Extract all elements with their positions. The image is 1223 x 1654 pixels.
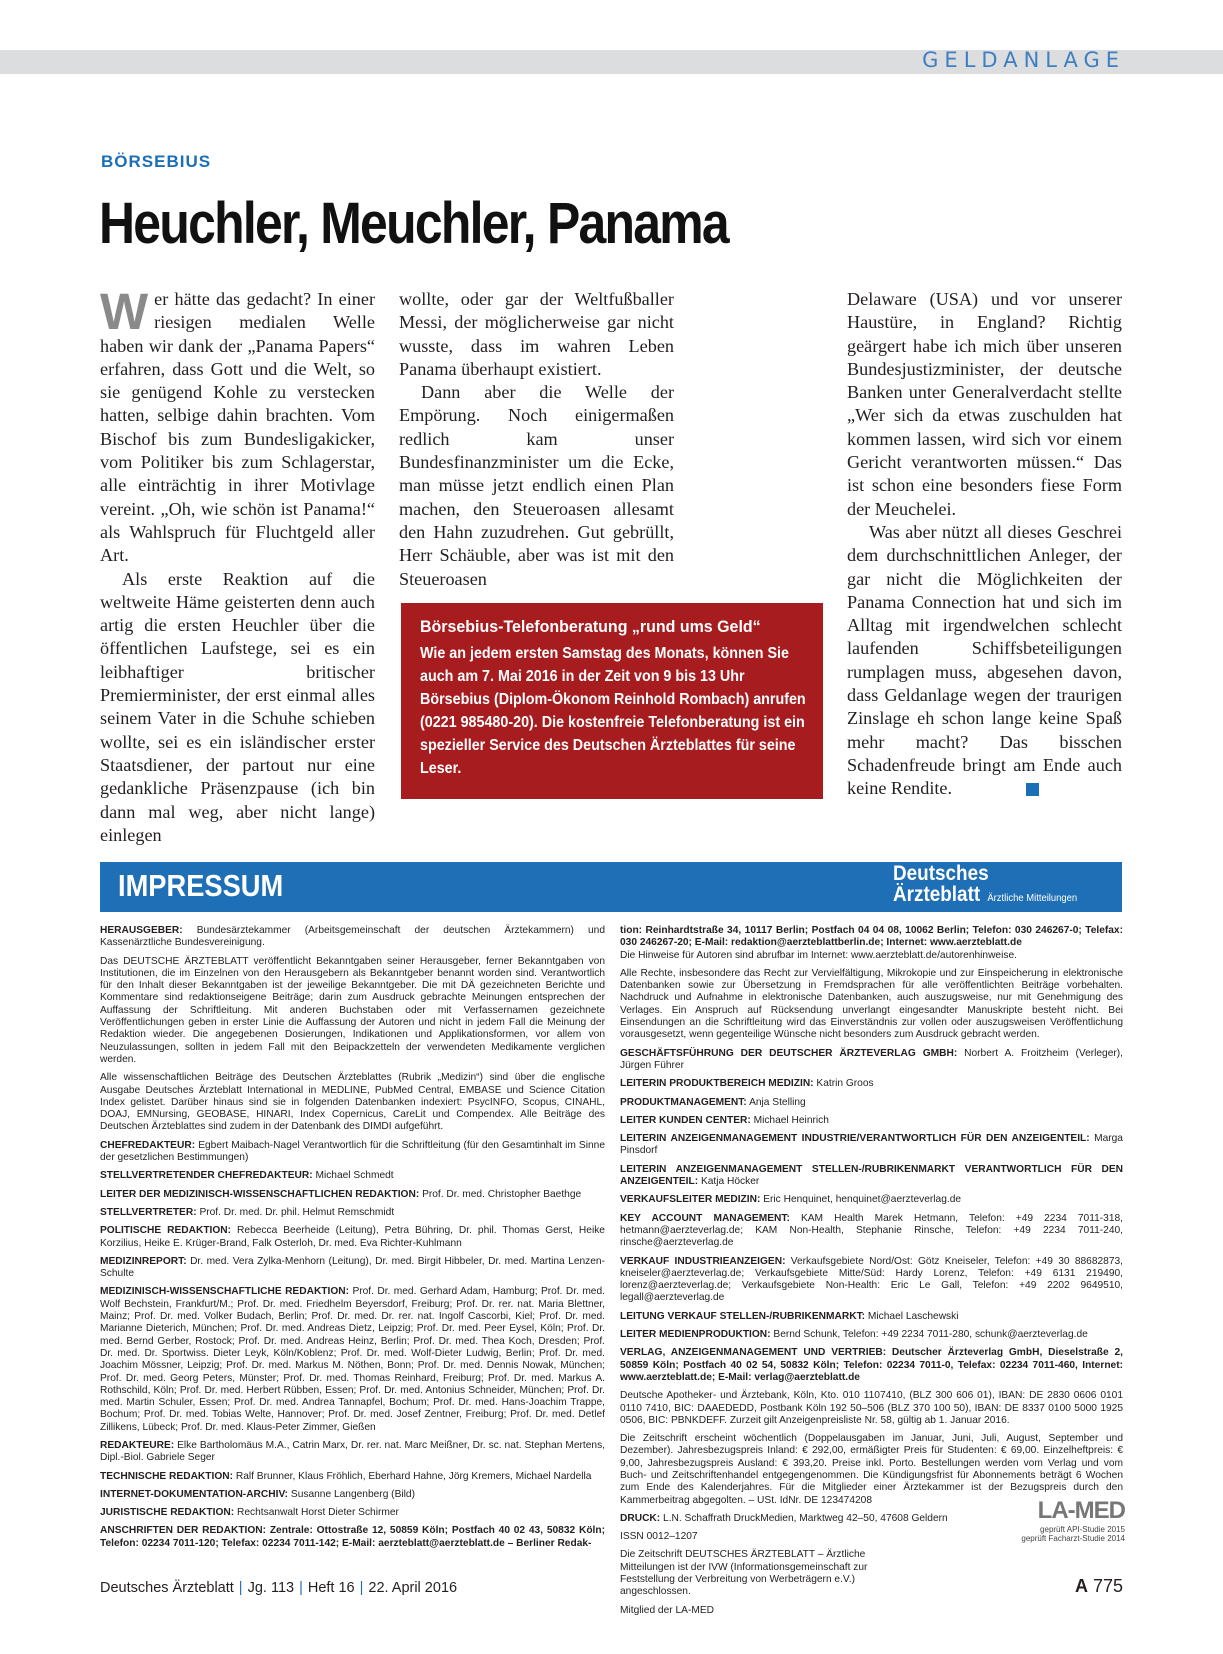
entry-label: MEDIZINREPORT: — [100, 1255, 187, 1267]
impressum-header — [100, 862, 1122, 912]
impressum-entry — [620, 1347, 1123, 1384]
entry-text: Ralf Brunner, Klaus Fröhlich, Eberhard Hahne, Jörg Kremers, Michael Nardella — [235, 1470, 592, 1482]
end-mark-icon — [1026, 783, 1039, 796]
impressum-entry — [100, 1256, 605, 1281]
entry-text: Egbert Maibach-Nagel Verantwortlich für die Schriftleitung (für den Gesamtinhalt im Sinne der gesetzlichen Bestimmungen) — [100, 1139, 605, 1164]
entry-text: Verkaufsgebiete Nord/Ost: Götz Kneiseler, Telefon: +49 30 88682873, kneiseler@aerzteverlag.de; Verkaufsgebiete Mitte/Süd: Hardy Lorenz, Telefon: +49 6131 219490, lorenz@aerzteverlag.de; Verkaufsgebiete Non-Health: Eric Le Gall, Telefon: +49 2202 9649510, legall@aerzteverlag.de — [620, 1255, 1123, 1304]
impressum-entry — [620, 1097, 1123, 1109]
impressum-entry — [620, 1329, 1123, 1341]
entry-text: Michael Heinrich — [753, 1114, 829, 1126]
issn: ISSN 0012–1207 — [620, 1531, 698, 1543]
entry-text: Katrin Groos — [816, 1078, 874, 1090]
entry-label: CHEFREDAKTEUR: — [100, 1139, 196, 1151]
entry-label: VERKAUF INDUSTRIEANZEIGEN: — [620, 1255, 786, 1267]
impressum-entry — [100, 1170, 605, 1182]
entry-text: Rebecca Beerheide (Leitung), Petra Bühring, Dr. phil. Thomas Gerst, Heike Korzilius, Heike E. Krüger-Brand, Falk Osterloh, Dr. med. Eva Richter-Kuhlmann — [100, 1225, 605, 1249]
entry-text: L.N. Schaffrath DruckMedien, Marktweg 42–50, 47608 Geldern — [663, 1512, 948, 1524]
entry-label: VERKAUFSLEITER MEDIZIN: — [620, 1194, 761, 1206]
entry-label: HERAUSGEBER: — [100, 925, 183, 936]
article-column-3 — [847, 288, 1122, 801]
entry-text: Katja Höcker — [700, 1176, 760, 1188]
entry-text: KAM Health Marek Hetmann, Telefon: +49 2234 7011-318, hetmann@aerzteverlag.de; KAM Non-Health, Stephanie Rinsche, Telefon: +49 2234 7011-240, rinsche@aerzteverlag.de — [620, 1212, 1123, 1249]
impressum-entry — [620, 1115, 1123, 1127]
entry-label: tion: Reinhardtstraße 34, 10117 Berlin; Postfach 04 04 08, 10062 Berlin; Telefon: 030 246267-0; Telefax: 030 246267-20; E-Mail: redaktion@aerzteblattberlin.de; Internet: www.aerzteblatt.de — [620, 925, 1123, 949]
entry-text: Michael Schmedt — [315, 1170, 394, 1182]
entry-label: LEITERIN ANZEIGENMANAGEMENT STELLEN-/RUBRIKENMARKT VERANTWORTLICH FÜR DEN ANZEIGENTEIL: — [620, 1163, 1123, 1188]
impressum-entry — [100, 925, 605, 950]
impressum-entry — [620, 1213, 1123, 1250]
footer-date: 22. April 2016 — [368, 1580, 458, 1596]
impressum-entry — [100, 1471, 605, 1483]
lamed-line-1: geprüft API-Studie 2015 — [1040, 1525, 1125, 1534]
entry-text: Bernd Schunk, Telefon: +49 2234 7011-280, schunk@aerzteverlag.de — [773, 1329, 1088, 1341]
entry-label: LEITERIN PRODUKTBEREICH MEDIZIN: — [620, 1078, 814, 1090]
entry-label: PRODUKTMANAGEMENT: — [620, 1096, 747, 1108]
impressum-entry — [620, 1078, 1123, 1090]
article-paragraph: Als erste Reaktion auf die weltweite Häme geisterten denn auch artig die ersten Heuchler über die öffentlichen Laufstege, sei es ein leibhaftiger britischer Premierminister, der erst einmal alles seinem Vater in die Schuhe schieben wollte, sei es ein isländischer erster Staatsdiener, der partout nur eine gedankliche Präsenzpause (ich bin dann mal weg, aber nicht lange) einlegen — [100, 568, 375, 845]
entry-text: Prof. Dr. med. Gerhard Adam, Hamburg; Prof. Dr. med. Wolf Bechstein, Frankfurt/M.; Prof. Dr. med. Friedhelm Beyersdorf, Freiburg; Prof. Dr. rer. nat. Maria Blettner, Mainz; Prof. Dr. med. Volker Budach, Berlin; Prof. Dr. med. Dr. rer. nat. Ingolf Cascorbi, Kiel; Prof. Dr. med. Marianne Dieterich, München; Prof. Dr. med. Andreas Dietz, Leipzig; Prof. Dr. med. Peer Eysel, Köln; Prof. Dr. med. Bernd Gerber, Rostock; Prof. Dr. med. Andreas Heinz, Berlin; Prof. Dr. med. Thea Koch, Dresden; Prof. Dr. med. Dr. Sportwiss. Dieter Leyk, Köln/Koblenz; Prof. Dr. med. Wolf-Dieter Ludwig, Berlin; Prof. Dr. med. Joachim Mössner, Leipzig; Prof. Dr. med. Markus M. Nöthen, Bonn; Prof. Dr. med. Dennis Nowak, München; Prof. Dr. med. Georg Peters, Münster; Prof. Dr. med. Thomas Reinhard, Freiburg; Prof. Dr. med. Markus A. Rothschild, Köln; Prof. Dr. med. Herbert Rübben, Essen; Prof. Dr. med. Antonius Schneider, München; Prof. Dr. med. Martin Schuler, Essen; Prof. Dr. med. Andrea Tannapfel, Bochum; Prof. Dr. med. Hans-Joachim Trappe, Bochum; Prof. Dr. med. Tobias Welte, Hannover; Prof. Dr. med. Josef Zentner, Freiburg; Prof. Dr. med. Detlef Zillikens, Lübeck; Prof. Dr. med. Klaus-Peter Zimmer, Gießen — [100, 1286, 605, 1433]
paragraph-text: Was aber nützt all dieses Geschrei dem durchschnittlichen Anleger, der gar nicht die Möglichkeiten der Panama Connection hat und sich im Alltag mit irgendwelchen schlecht laufenden Schiffsbeteiligungen rumplagen muss, abgesehen davon, dass Geldanlage wegen der traurigen Zinslage eh schon lange keine Spaß mehr macht? Das bisschen Schadenfreude bringt am Ende auch keine Rendite. — [847, 521, 1122, 799]
entry-label: KEY ACCOUNT MANAGEMENT: — [620, 1212, 790, 1224]
entry-label: TECHNISCHE REDAKTION: — [100, 1470, 234, 1482]
entry-label: STELLVERTRETENDER CHEFREDAKTEUR: — [100, 1170, 313, 1182]
impressum-entry — [620, 1311, 1123, 1323]
impressum-entry — [620, 1433, 1123, 1507]
entry-text: Prof. Dr. med. Christopher Baethge — [422, 1188, 582, 1200]
impressum-entry — [100, 1440, 605, 1465]
impressum-entry — [100, 1225, 605, 1250]
lamed-member: Mitglied der LA-MED — [620, 1604, 714, 1616]
impressum-entry — [620, 1048, 1123, 1073]
page-footer — [100, 1580, 457, 1596]
lamed-line-2: geprüft Facharzt-Studie 2014 — [1021, 1534, 1125, 1543]
footer-separator: | — [299, 1580, 303, 1596]
entry-text: Die Zeitschrift erscheint wöchentlich (Doppelausgaben im Januar, Juni, Juli, August, September und Dezember). Jahresbezugspreis Inland: € 292,00, ermäßigter Preis für Studenten: € 69,00. Einzelheftpreis: € 9,00, Jahresbezugspreis Ausland: € 393,20. Preise inkl. Porto. Bestellungen werden vom Verlag und vom Buch- und Zeitschriftenhandel entgegengenommen. Die Kündigungsfrist für Abonnements beträgt 6 Wochen zum Ende des Kalenderjahres. Für die Mitglieder einer Ärztekammer ist der Bezugspreis durch den Kammerbeitrag abgegolten. – USt. IdNr. DE 123474208 — [620, 1433, 1123, 1506]
entry-text: Norbert A. Froitzheim (Verleger), Jürgen Führer — [620, 1047, 1124, 1071]
footer-separator: | — [238, 1580, 243, 1596]
impressum-entry — [100, 1286, 605, 1434]
impressum-entry — [620, 925, 1123, 962]
entry-text: Susanne Langenberg (Bild) — [290, 1488, 415, 1500]
entry-text: Das DEUTSCHE ÄRZTEBLATT veröffentlicht Bekanntgaben seiner Herausgeber, ferner Bekanntgaben von Institutionen, die im Einzelnen von den Herausgebern als Bekanntgeber benannt worden sind. Verantwortlich für den Inhalt dieser Bekanntgaben ist der jeweilige Bekanntgeber. Die mit DÄ gezeichneten Berichte und Kommentare sind redaktionseigene Beiträge; darin zum Ausdruck gebrachte Meinungen entsprechen der Auffassung der Schriftleitung. Mit anderen Buchstaben oder mit Verfassernamen gezeichnete Veröffentlichungen geben in erster Linie die Auffassung der Autoren und nicht in jedem Fall die Meinung der Redaktion wieder. Die angegebenen Dosierungen, Indikationen und Applikationsformen, vor allem von Neuzulassungen, sollten in jedem Fall mit den Beipackzetteln der verwendeten Medikamente verglichen werden. — [100, 955, 605, 1065]
impressum-entry — [620, 1256, 1123, 1305]
entry-text: Anja Stelling — [749, 1096, 806, 1108]
logo-line-1: Deutsches — [893, 862, 989, 885]
journal-logo — [893, 864, 1098, 909]
footer-issue: Heft 16 — [307, 1580, 355, 1596]
section-label: GELDANLAGE — [922, 48, 1125, 72]
page-prefix: A — [1074, 1576, 1088, 1596]
logo-line-2 — [893, 884, 1077, 909]
entry-text: Bundesärztekammer (Arbeitsgemeinschaft der deutschen Ärztekammern) und Kassenärztliche Bundesvereinigung. — [100, 925, 605, 949]
entry-label: LEITERIN ANZEIGENMANAGEMENT INDUSTRIE/VERANTWORTLICH FÜR DEN ANZEIGENTEIL: — [620, 1133, 1090, 1145]
impressum-entry — [100, 1489, 605, 1501]
entry-text: Marga Pinsdorf — [620, 1133, 1123, 1157]
entry-text: Michael Laschewski — [867, 1310, 959, 1322]
impressum-column-left — [100, 925, 605, 1556]
entry-text: Dr. med. Vera Zylka-Menhorn (Leitung), Dr. med. Birgit Hibbeler, Dr. med. Martina Lenzen-Schulte — [100, 1255, 605, 1280]
drop-cap: W — [100, 283, 149, 340]
entry-label: LEITER KUNDEN CENTER: — [620, 1114, 751, 1126]
ivw-note: Die Zeitschrift DEUTSCHES ÄRZTEBLATT – Ärztliche Mitteilungen ist der IVW (Informationsgemeinschaft zur Feststellung der Verbreitung von Werbeträgern e.V.) angeschlossen. — [620, 1549, 868, 1598]
impressum-entry — [620, 1133, 1123, 1158]
lamed-logo: LA-MED — [1037, 1497, 1125, 1524]
article-paragraph — [100, 283, 375, 568]
impressum-title: IMPRESSUM — [118, 868, 284, 903]
page-number-value: 775 — [1092, 1576, 1123, 1596]
entry-text: Die Hinweise für Autoren sind abrufbar im Internet: www.aerzteblatt.de/autorenhinweise. — [620, 949, 1017, 961]
entry-text: Elke Bartholomäus M.A., Catrin Marx, Dr. rer. nat. Marc Meißner, Dr. sc. nat. Stephan Mertens, Dipl.-Biol. Gabriele Seger — [100, 1439, 605, 1464]
entry-label: VERLAG, ANZEIGENMANAGEMENT UND VERTRIEB: Deutscher Ärzteverlag GmbH, Dieselstraße 2, 50859 Köln; Postfach 40 02 54, 50832 Köln; Telefon: 02234 7011-0, Telefax: 02234 7011-460, Internet: www.aerzteblatt.de; E-Mail: verlag@aerzteblatt.de — [620, 1347, 1123, 1383]
article-title: Heuchler, Meuchler, Panama — [99, 191, 728, 256]
impressum-entry — [620, 1194, 1123, 1206]
article-paragraph — [847, 521, 1122, 801]
article-column-2 — [399, 288, 674, 591]
entry-label: ANSCHRIFTEN DER REDAKTION: Zentrale: Ottostraße 12, 50859 Köln; Postfach 40 02 43, 50832 Köln; Telefon: 02234 7011-120; Telefax: 02234 7011-142; E-Mail: aerzteblatt@aerzteblatt.de – Berliner Redak- — [100, 1525, 605, 1549]
entry-label: GESCHÄFTSFÜHRUNG DER DEUTSCHER ÄRZTEVERLAG GMBH: — [620, 1047, 958, 1059]
impressum-entries — [620, 925, 1123, 1525]
infobox-title: Börsebius-Telefonberatung „rund ums Geld“ — [420, 617, 761, 636]
article-kicker: BÖRSEBIUS — [101, 152, 212, 171]
impressum-entry — [100, 1525, 605, 1550]
entry-label: LEITER DER MEDIZINISCH-WISSENSCHAFTLICHEN REDAKTION: — [100, 1188, 420, 1200]
entry-label: LEITER MEDIENPRODUKTION: — [620, 1329, 771, 1341]
logo-wordmark: Ärzteblatt — [893, 883, 981, 906]
footer-journal: Deutsches Ärzteblatt — [100, 1580, 234, 1596]
impressum-entry — [100, 1140, 605, 1165]
lamed-badge — [1010, 1497, 1125, 1543]
entry-label: LEITUNG VERKAUF STELLEN-/RUBRIKENMARKT: — [620, 1310, 866, 1322]
infobox-text: Wie an jedem ersten Samstag des Monats, können Sie auch am 7. Mai 2016 in der Zeit von 9 bis 13 Uhr Börsebius (Diplom-Ökonom Reinhold Rombach) anrufen (0221 985480-20). Die kostenfreie Telefonberatung ist ein spezieller Service des Deutschen Ärzteblattes für seine Leser. — [420, 645, 806, 777]
impressum-entry — [100, 1507, 605, 1519]
article-paragraph: Delaware (USA) und vor unserer Haustüre, in England? Richtig geärgert habe ich mich über unseren Bundesjustizminister, der deutsche Banken unter Generalverdacht stellte „Wer sich da etwas zuschulden hat kommen lassen, wird sich vor einem Gericht verantworten müssen.“ Das ist schon eine besonders fiese Form der Meuchelei. — [847, 289, 1122, 519]
impressum-entry — [620, 1164, 1123, 1189]
entry-text: Prof. Dr. med. Dr. phil. Helmut Remschmidt — [199, 1206, 395, 1218]
footer-volume: Jg. 113 — [247, 1580, 295, 1596]
entry-label: DRUCK: — [620, 1512, 661, 1524]
impressum-entry — [100, 956, 605, 1067]
entry-text: Alle Rechte, insbesondere das Recht zur Vervielfältigung, Mikrokopie und zur Einspeicherung in elektronische Datenbanken sowie zur Übersetzung in Fremdsprachen für alle veröffentlichten Beiträge vorbehalten. Nachdruck und Aufnahme in elektronische Datenbanken, auch auszugsweise, nur mit Genehmigung des Verlages. Ein Anspruch auf Rücksendung unverlangt eingesandter Manuskripte besteht nicht. Bei Einsendungen an die Schriftleitung wird das Einverständnis zur vollen oder auszugsweisen Veröffentlichung vorausgesetzt, wenn gegenteilige Wünsche nicht besonders zum Ausdruck gebracht werden. — [620, 967, 1123, 1041]
phone-consultation-box — [401, 603, 823, 799]
footer-separator: | — [359, 1580, 364, 1596]
entry-label: POLITISCHE REDAKTION: — [100, 1225, 232, 1237]
impressum-entry — [620, 968, 1123, 1042]
entry-text: Deutsche Apotheker- und Ärztebank, Köln, Kto. 010 1107410, (BLZ 300 606 01), IBAN: DE 2830 0606 0101 0110 7410, BIC: DAAEDEDD, Postbank Köln 192 50–506 (BLZ 370 100 50), IBAN: DE 8337 0100 5000 1925 0506, BIC: PBNKDEFF. Zurzeit gilt Anzeigenpreisliste Nr. 58, gültig ab 1. Januar 2016. — [620, 1390, 1123, 1426]
impressum-entry — [100, 1072, 605, 1133]
article-paragraph: Dann aber die Welle der Empörung. Noch einigermaßen redlich kam unser Bundesfinanzminister um die Ecke, man müsse jetzt endlich einen Plan machen, den Steueroasen allesamt den Hahn zuzudrehen. Gut gebrüllt, Herr Schäuble, aber was ist mit den Steueroasen — [399, 382, 674, 589]
page-number — [1075, 1576, 1123, 1597]
article-paragraph: wollte, oder gar der Weltfußballer Messi, der möglicherweise gar nicht wusste, dass im wahren Leben Panama überhaupt existiert. — [399, 289, 674, 379]
entry-label: MEDIZINISCH-WISSENSCHAFTLICHE REDAKTION: — [100, 1286, 350, 1298]
logo-subtitle: Ärztliche Mitteilungen — [987, 892, 1078, 904]
entry-label: STELLVERTRETER: — [100, 1206, 197, 1218]
impressum-entry — [100, 1189, 605, 1201]
impressum-entry — [620, 1390, 1123, 1427]
entry-text: Rechtsanwalt Horst Dieter Schirmer — [237, 1507, 399, 1519]
article-column-1 — [100, 283, 375, 847]
entry-label: INTERNET-DOKUMENTATION-ARCHIV: — [100, 1488, 289, 1500]
impressum-entry — [100, 1207, 605, 1219]
entry-text: Alle wissenschaftlichen Beiträge des Deutschen Ärzteblattes (Rubrik „Medizin“) sind über die englische Ausgabe Deutsches Ärzteblatt International in MEDLINE, PubMed Central, EMBASE und Science Citation Index gelistet. Darüber hinaus sind sie in folgenden Datenbanken indexiert: PsycINFO, Scopus, CINAHL, DOAJ, EMNursing, GEOBASE, HINARI, Index Copernicus, CareLit und Compendex. Alle Beiträge des Deutschen Ärzteblattes sind zudem in der Datenbank des DIMDI aufgeführt. — [100, 1072, 605, 1133]
paragraph-text: er hätte das gedacht? In einer riesigen medialen Welle haben wir dank der „Panama Papers“ erfahren, dass Gott und die Welt, so sie genügend Kohle zu verstecken hatten, selbige dahin brachten. Vom Bischof bis zum Bundesligakicker, vom Politiker bis zum Schlagerstar, alle einträchtig in ihrer Motivlage vereint. „Oh, wie schön ist Panama!“ als Wahlspruch für Fluchtgeld aller Art. — [100, 289, 375, 566]
entry-label: REDAKTEURE: — [100, 1439, 175, 1451]
entry-text: Eric Henquinet, henquinet@aerzteverlag.de — [763, 1194, 962, 1206]
entry-label: JURISTISCHE REDAKTION: — [100, 1507, 235, 1519]
